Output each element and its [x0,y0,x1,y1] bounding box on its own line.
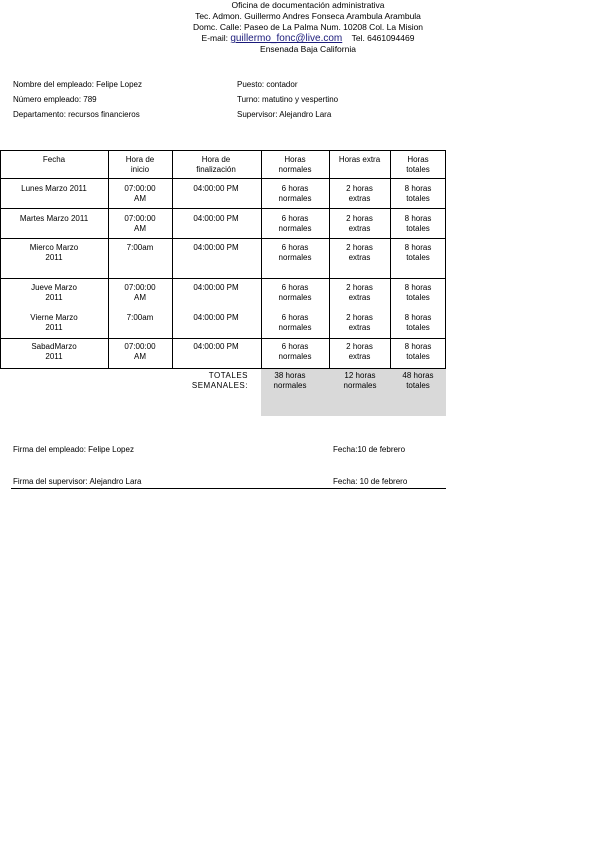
cell-inicio: 7:00am [126,243,154,252]
cell-fecha: Lunes Marzo 2011 [21,184,87,193]
cell-normales: 6 horas normales [278,313,312,332]
cell-normales: 6 horas normales [278,283,312,302]
cell-extra: 2 horas extras [346,283,373,302]
cell-totales: 8 horas totales [404,283,432,302]
contact-line [0,33,616,44]
header-hora-finalizacion: Hora de finalización [196,155,236,174]
cell-normales: 6 horas normales [278,214,312,233]
header-hora-inicio: Hora de inicio [125,155,155,174]
employee-number: Número empleado: 789 [13,95,97,104]
total-normales: 38 horas normales [273,371,307,390]
employee-signature: Firma del empleado: Felipe Lopez [13,445,134,454]
total-extra: 12 horas normales [343,371,377,390]
cell-fecha: Martes Marzo 2011 [19,214,89,223]
email-link[interactable]: guillermo_fonc@live.com [230,33,343,44]
phone: Tel. 6461094469 [351,33,415,43]
supervisor-signature-date: Fecha: 10 de febrero [333,477,408,486]
cell-fecha: Jueve Marzo 2011 [31,283,77,302]
employee-position: Puesto: contador [237,80,298,89]
cell-fecha: Mierco Marzo 2011 [29,243,79,262]
cell-totales: 8 horas totales [404,313,432,332]
cell-inicio: 07:00:00 AM [124,283,156,302]
employee-supervisor: Supervisor: Alejandro Lara [237,110,332,119]
header-horas-totales: Horas totales [406,155,430,174]
header-fecha: Fecha [42,155,66,164]
supervisor-signature: Firma del supervisor: Alejandro Lara [13,477,142,486]
cell-fecha: SabadMarzo 2011 [31,342,77,361]
cell-totales: 8 horas totales [404,243,432,262]
cell-fin: 04:00:00 PM [193,184,239,193]
cell-normales: 6 horas normales [278,342,312,361]
cell-fin: 04:00:00 PM [193,214,239,223]
cell-normales: 6 horas normales [278,243,312,262]
cell-inicio: 07:00:00 AM [124,342,156,361]
header-horas-normales: Horas normales [278,155,312,174]
cell-totales: 8 horas totales [404,342,432,361]
city: Ensenada Baja California [260,44,356,54]
cell-fecha: Vierne Marzo 2011 [30,313,78,332]
cell-totales: 8 horas totales [404,214,432,233]
totals-label: TOTALES SEMANALES: [191,371,248,390]
cell-extra: 2 horas extras [346,342,373,361]
total-totales: 48 horas totales [402,371,434,390]
employee-signature-date: Fecha:10 de febrero [333,445,406,454]
cell-fin: 04:00:00 PM [193,283,239,292]
cell-fin: 04:00:00 PM [193,243,239,252]
cell-fin: 04:00:00 PM [193,313,239,322]
cell-inicio: 7:00am [126,313,154,322]
cell-normales: 6 horas normales [278,184,312,203]
cell-totales: 8 horas totales [404,184,432,203]
address: Domc. Calle: Paseo de La Palma Num. 10208 Col. La Mision [192,22,424,32]
employee-shift: Turno: matutino y vespertino [237,95,339,104]
signature-line [11,488,446,489]
cell-extra: 2 horas extras [346,214,373,233]
cell-extra: 2 horas extras [346,243,373,262]
cell-fin: 04:00:00 PM [193,342,239,351]
header-horas-extra: Horas extra [338,155,381,164]
admin-name: Tec. Admon. Guillermo Andres Fonseca Arambula Arambula [195,11,421,21]
cell-extra: 2 horas extras [346,313,373,332]
employee-name: Nombre del empleado: Felipe Lopez [13,80,142,89]
office-title: Oficina de documentación administrativa [231,0,385,10]
employee-department: Departamento: recursos financieros [13,110,140,119]
cell-inicio: 07:00:00 AM [124,184,156,203]
cell-inicio: 07:00:00 AM [124,214,156,233]
email-label: E-mail: [201,33,228,43]
cell-extra: 2 horas extras [346,184,373,203]
